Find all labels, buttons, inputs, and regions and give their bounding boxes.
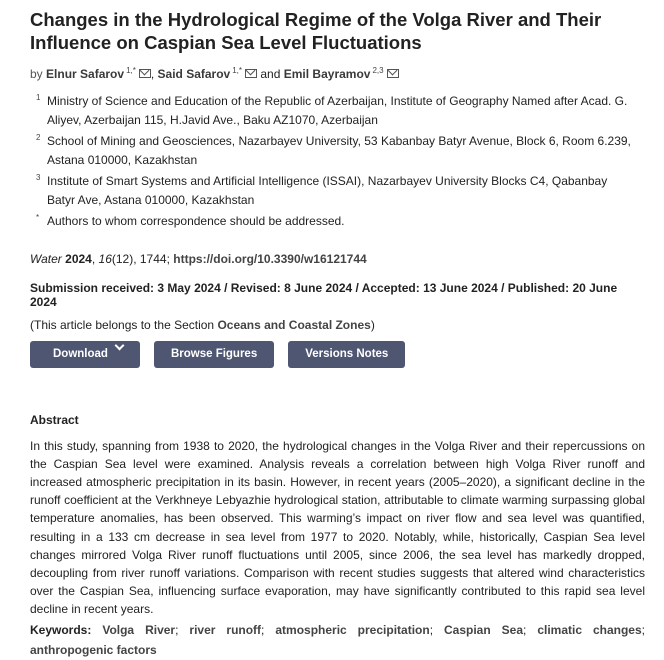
versions-notes-button[interactable]: Versions Notes	[288, 341, 405, 368]
affiliation-number: 3	[36, 173, 41, 182]
author-name-3[interactable]: Emil Bayramov	[283, 67, 371, 81]
affiliation-text: Institute of Smart Systems and Artificial Intelligence (ISSAI), Nazarbayev University Blocks C4, Qabanbay Batyr Ave, Astana 010000, Kazakhstan	[47, 174, 608, 207]
author-sup-2: 1,*	[232, 66, 243, 75]
author-line: by Elnur Safarov $^{1,*}$ , Said Safarov $^{1,*}$ and Emil Bayramov $^{2,3}$	[30, 63, 642, 82]
affiliation-text: School of Mining and Geosciences, Nazarbayev University, 53 Kabanbay Batyr Avenue, Block 6, Room 6.239, Astana 010000, Kazakhstan	[47, 134, 631, 167]
affiliation-item	[36, 212, 642, 231]
keyword-link[interactable]: atmospheric precipitation	[275, 622, 430, 637]
journal-name: Water	[30, 251, 62, 266]
author-prefix: by	[30, 67, 43, 81]
publication-dates: Submission received: 3 May 2024 / Revised: 8 June 2024 / Accepted: 13 June 2024 / Published: 20 June 2024	[30, 280, 618, 309]
section-link[interactable]: Oceans and Coastal Zones	[217, 317, 371, 332]
citation-issue: (12), 1744;	[111, 251, 170, 266]
email-icon[interactable]	[139, 69, 151, 78]
keyword-link[interactable]: Caspian Sea	[444, 622, 523, 637]
download-button-label: Download	[53, 347, 108, 360]
affiliation-number: 1	[36, 93, 41, 102]
chevron-down-icon	[115, 340, 125, 350]
keyword-link[interactable]: river runoff	[189, 622, 262, 637]
citation-volume: 16	[98, 251, 112, 266]
abstract-heading: Abstract	[30, 412, 79, 427]
keyword-link[interactable]: climatic changes	[537, 622, 642, 637]
author-sup-3: 2,3	[372, 66, 384, 75]
affiliation-text: Authors to whom correspondence should be addressed.	[47, 214, 345, 228]
affiliation-text: Ministry of Science and Education of the Republic of Azerbaijan, Institute of Geography Named after Acad. G. Aliyev, Azerbaijan 115, H.Javid Ave., Baku AZ1070, Azerbaijan	[47, 94, 628, 127]
download-button[interactable]	[30, 341, 140, 368]
affiliation-number: *	[36, 213, 40, 222]
affiliations-list	[30, 92, 642, 231]
keyword-link[interactable]: Volga River	[102, 622, 176, 637]
affiliation-item	[36, 172, 642, 209]
article-title: Changes in the Hydrological Regime of the Volga River and Their Influence on Caspian Sea Level Fluctuations	[30, 9, 602, 53]
browse-figures-button[interactable]: Browse Figures	[154, 341, 274, 368]
affiliation-item	[36, 92, 642, 129]
abstract-text: In this study, spanning from 1938 to 2020, the hydrological changes in the Volga River and their repercussions on the Caspian Sea level were examined. Analysis reveals a correlation between high Volga River runoff and increased atmospheric precipitation in its basin. However, in recent years (2005–2020), a significant decline in the runoff coefficient at the Verkhneye Lebyazhie hydrological station, attributable to climate warming surpassing global temperature anomalies, has been observed. This warming’s impact on river flow and sea level was quantified, resulting in a 133 cm decrease in sea level from 1977 to 2020. Notably, while, historically, Caspian Sea level changes mirrored Volga River runoff fluctuations until 2005, since 2006, the sea level has markedly dropped, decoupling from river runoff variations. Comparison with recent studies suggests that altered wind characteristics over the Caspian Sea, influencing surface evaporation, may have significantly contributed to this rapid sea level decline in recent years.	[30, 438, 645, 617]
section-note	[30, 318, 642, 332]
author-name-2[interactable]: Said Safarov	[157, 67, 231, 81]
keywords: Keywords: Volga River; river runoff; atmospheric precipitation; Caspian Sea; climatic changes; anthropogenic factors	[30, 622, 645, 657]
author-name-1[interactable]: Elnur Safarov	[46, 67, 125, 81]
keyword-link[interactable]: anthropogenic factors	[30, 642, 157, 657]
action-buttons	[30, 341, 642, 368]
email-icon[interactable]	[245, 69, 257, 78]
author-conjunction: and	[260, 67, 281, 81]
keywords-label: Keywords:	[30, 622, 92, 637]
affiliation-number: 2	[36, 133, 41, 142]
section-note-prefix: (This article belongs to the Section	[30, 317, 218, 332]
citation-line: Water 2024, 16(12), 1744; https://doi.org/10.3390/w16121744	[30, 251, 367, 266]
doi-link[interactable]: https://doi.org/10.3390/w16121744	[173, 251, 367, 266]
citation-year: 2024	[65, 251, 92, 266]
author-sup-1: 1,*	[126, 66, 136, 75]
section-note-suffix: )	[370, 317, 375, 332]
affiliation-item	[36, 132, 642, 169]
email-icon[interactable]	[387, 69, 399, 78]
